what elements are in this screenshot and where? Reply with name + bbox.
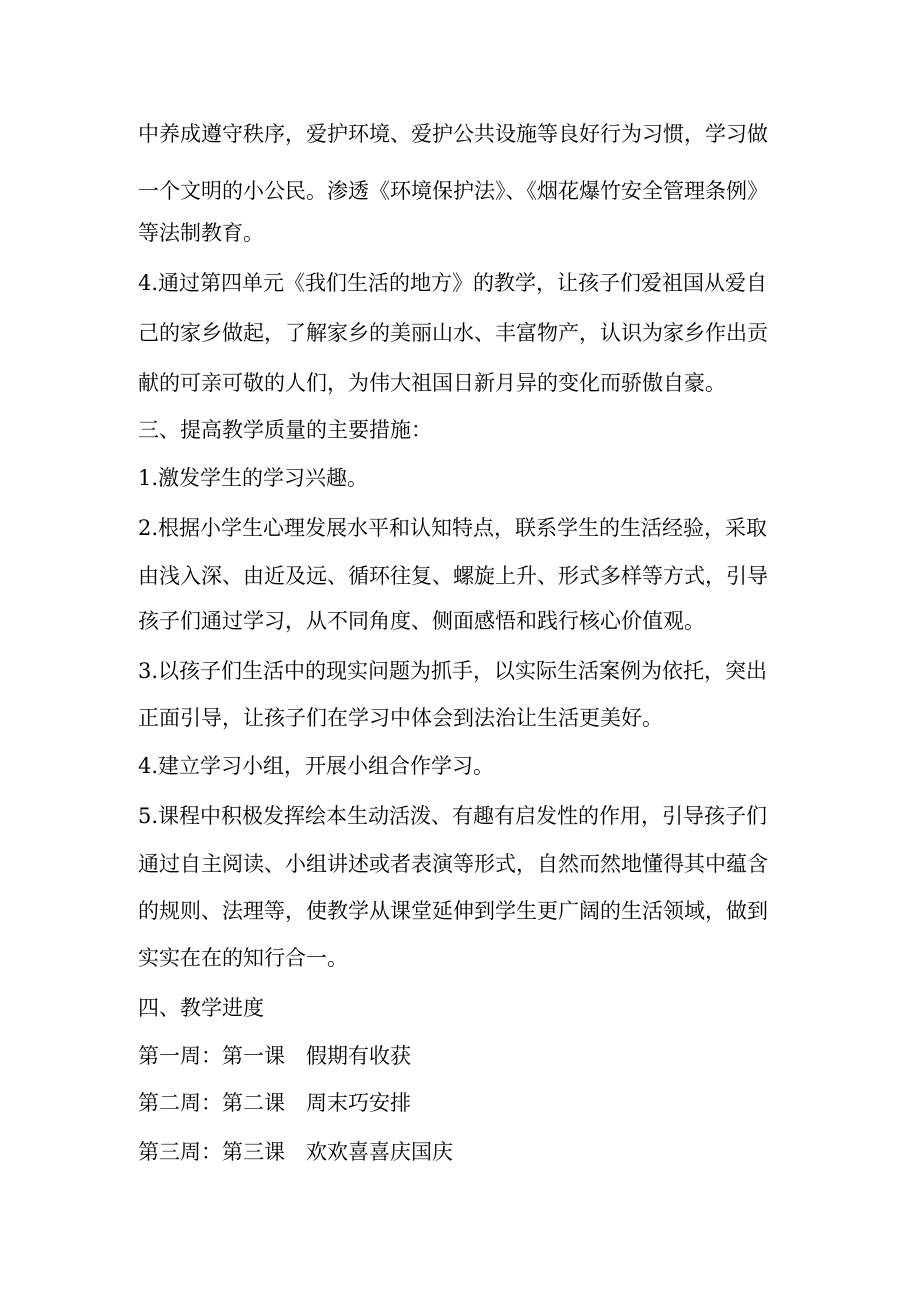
text-line: 中养成遵守秩序，爱护环境、爱护公共设施等良好行为习惯，学习做 <box>138 122 768 146</box>
text-line: 通过自主阅读、小组讲述或者表演等形式，自然而然地懂得其中蕴含 <box>138 852 768 876</box>
schedule-item: 第一周：第一课 假期有收获 <box>138 1044 411 1068</box>
text-line: 己的家乡做起，了解家乡的美丽山水、丰富物产，认识为家乡作出贡 <box>138 321 768 345</box>
text-line: 3.以孩子们生活中的现实问题为抓手，以实际生活案例为依托，突出 <box>138 659 768 683</box>
text-line: 正面引导，让孩子们在学习中体会到法治让生活更美好。 <box>138 706 663 730</box>
text-line: 4.建立学习小组，开展小组合作学习。 <box>138 754 495 778</box>
text-line: 2.根据小学生心理发展水平和认知特点，联系学生的生活经验，采取 <box>138 516 768 540</box>
text-line: 一个文明的小公民。渗透《环境保护法》、《烟花爆竹安全管理条例》 <box>138 179 768 203</box>
section-heading: 三、提高教学质量的主要措施： <box>138 418 432 442</box>
schedule-item: 第三周：第三课 欢欢喜喜庆国庆 <box>138 1140 453 1164</box>
text-line: 4.通过第四单元《我们生活的地方》的教学，让孩子们爱祖国从爱自 <box>138 271 768 295</box>
text-line: 1.激发学生的学习兴趣。 <box>138 466 369 490</box>
text-line: 的规则、法理等，使教学从课堂延伸到学生更广阔的生活领域，做到 <box>138 899 768 923</box>
text-line: 5.课程中积极发挥绘本生动活泼、有趣有启发性的作用，引导孩子们 <box>138 804 768 828</box>
text-line: 由浅入深、由近及远、循环往复、螺旋上升、形式多样等方式，引导 <box>138 564 768 588</box>
text-line: 实实在在的知行合一。 <box>138 946 348 970</box>
text-line: 献的可亲可敬的人们，为伟大祖国日新月异的变化而骄傲自豪。 <box>138 371 726 395</box>
text-line: 孩子们通过学习，从不同角度、侧面感悟和践行核心价值观。 <box>138 609 705 633</box>
schedule-item: 第二周：第二课 周末巧安排 <box>138 1091 411 1115</box>
text-line: 等法制教育。 <box>138 221 264 245</box>
section-heading: 四、教学进度 <box>138 996 264 1020</box>
